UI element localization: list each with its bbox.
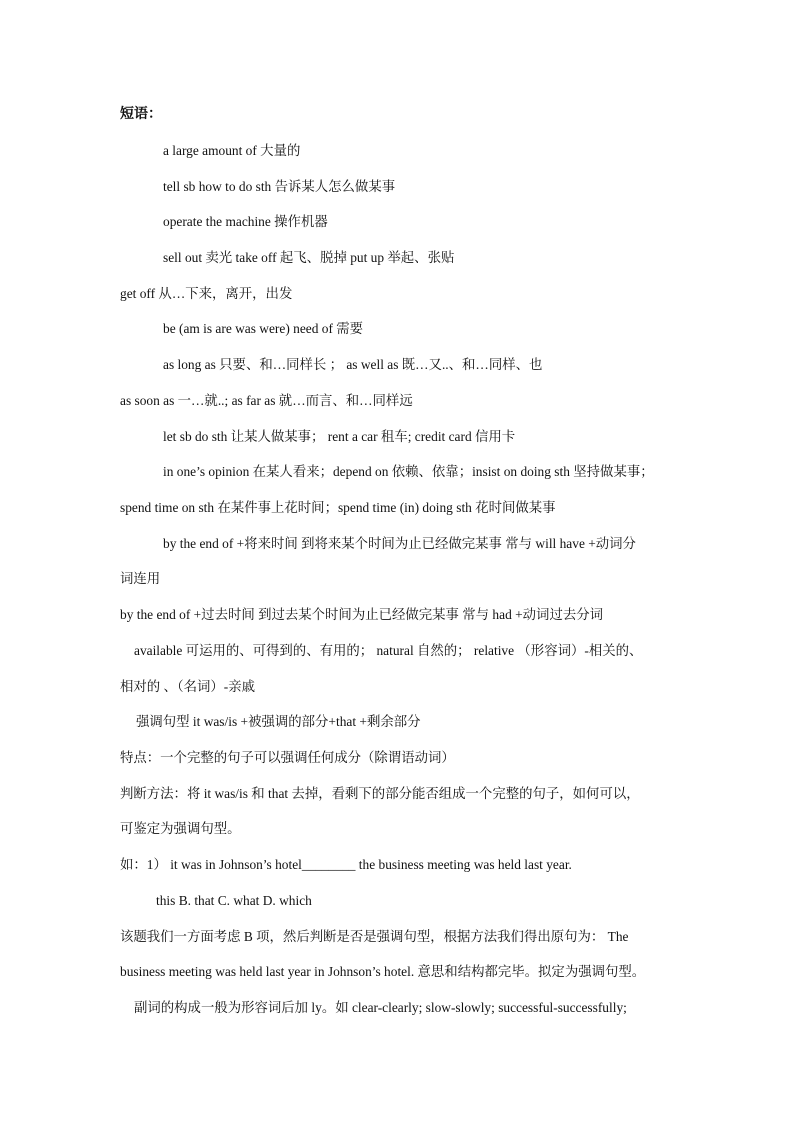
answer-options: this B. that C. what D. which [156, 893, 312, 908]
phrase-line: as soon as 一…就..; as far as 就…而言、和…同样远 [120, 393, 413, 408]
phrase-line: in one’s opinion 在某人看来；depend on 依赖、依靠；insist on doing sth 坚持做某事； [163, 464, 654, 479]
phrase-line: sell out 卖光 take off 起飞、脱掉 put up 举起、张贴 [163, 250, 455, 265]
phrase-line: by the end of +过去时间 到过去某个时间为止已经做完某事 常与 had +动词过去分词 [120, 607, 604, 622]
phrase-line: operate the machine 操作机器 [163, 214, 328, 229]
grammar-rule-line: 强调句型 it was/is +被强调的部分+that +剩余部分 [136, 714, 421, 729]
example-question: 如：1） it was in Johnson’s hotel________ the business meeting was held last year. [120, 857, 572, 872]
section-heading: 短语： [120, 107, 162, 122]
phrase-line: by the end of +将来时间 到将来某个时间为止已经做完某事 常与 will have +动词分 [163, 536, 636, 551]
vocabulary-line: 相对的 、（名词）-亲戚 [120, 679, 256, 694]
phrase-line: be (am is are was were) need of 需要 [163, 321, 364, 336]
phrase-line: let sb do sth 让某人做某事； rent a car 租车; credit card 信用卡 [163, 429, 516, 444]
explanation-line: 该题我们一方面考虑 B 项，然后判断是否是强调句型，根据方法我们得出原句为： The [120, 929, 629, 944]
phrase-line: spend time on sth 在某件事上花时间；spend time (in) doing sth 花时间做某事 [120, 500, 556, 515]
phrase-line: get off 从…下来，离开，出发 [120, 286, 293, 301]
phrase-line: a large amount of 大量的 [163, 143, 301, 158]
phrase-line: 词连用 [120, 571, 161, 586]
phrase-line: tell sb how to do sth 告诉某人怎么做某事 [163, 179, 396, 194]
grammar-note-line: 特点：一个完整的句子可以强调任何成分（除谓语动词） [120, 750, 455, 765]
adverb-rule-line: 副词的构成一般为形容词后加 ly。如 clear-clearly; slow-slowly; successful-successfully; [134, 1000, 627, 1015]
grammar-note-line: 可鉴定为强调句型。 [120, 821, 241, 836]
grammar-note-line: 判断方法：将 it was/is 和 that 去掉，看剩下的部分能否组成一个完整的句子，如何可以， [120, 786, 640, 801]
explanation-line: business meeting was held last year in Johnson’s hotel. 意思和结构都完毕。拟定为强调句型。 [120, 964, 646, 979]
phrase-line: as long as 只要、和…同样长 ； as well as 既…又..、和…同样、也 [163, 357, 543, 372]
vocabulary-line: available 可运用的、可得到的、有用的； natural 自然的； relative （形容词）-相关的、 [134, 643, 643, 658]
